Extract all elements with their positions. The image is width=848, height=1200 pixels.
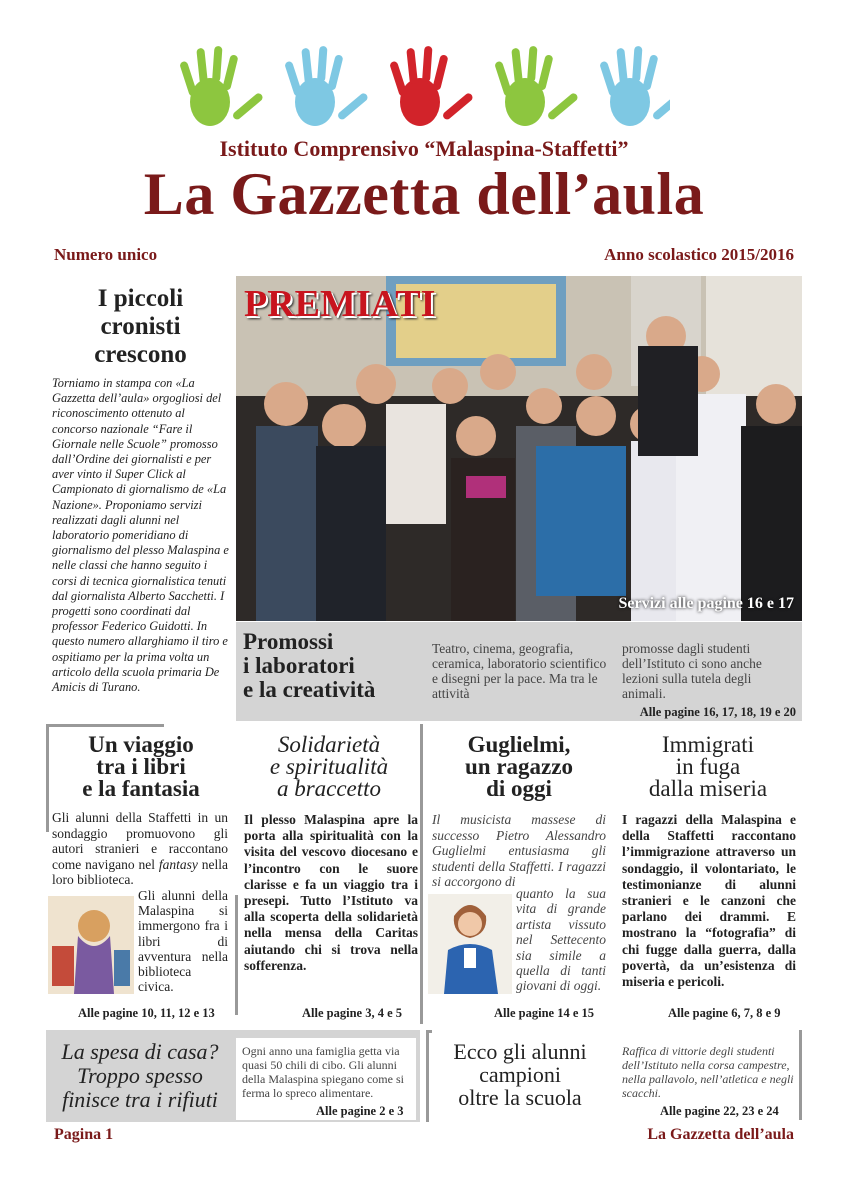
viaggio-text: Gli alunni della Staffetti in un sondaggio promuovono gli autori stranieri e raccontano come navigano nel fantasy nella loro biblioteca.	[52, 810, 229, 888]
labs-headline: Promossi i laboratori e la creatività	[243, 629, 376, 702]
spesa-headline: La spesa di casa? Troppo spesso finisce tra i rifiuti	[61, 1039, 219, 1112]
page-number: Pagina 1	[54, 1126, 114, 1143]
column-divider-2	[420, 724, 424, 1024]
campioni-pages: Alle pagine 22, 23 e 24	[660, 1104, 779, 1118]
labs-text-col2: promosse dagli studenti dell’Istituto ci sono anche lezioni sulla tutela degli animali.	[622, 641, 762, 701]
school-name: Istituto Comprensivo “Malaspina-Staffetti”	[219, 136, 629, 161]
school-year: Anno scolastico 2015/2016	[604, 245, 794, 264]
labs-pages: Alle pagine 16, 17, 18, 19 e 20	[639, 705, 796, 719]
campioni-text: Raffica di vittorie degli studenti dell’Istituto nella corsa campestre, nella pallavolo, nell’atletica e negli scacchi.	[622, 1044, 794, 1100]
portrait-illustration	[428, 894, 512, 994]
solidarieta-text: Il plesso Malaspina apre la porta alla spiritualità con la visita del vescovo diocesano e l’incontro con le suore clarisse e fa un viaggio tra i presepi. Tutto l’Istituto va alla scoperta della solidarietà nella mensa della Caritas aiutando chi si trova nella sofferenza.	[244, 812, 418, 973]
handprint-icon	[494, 46, 579, 126]
viaggio-pages: Alle pagine 10, 11, 12 e 13	[78, 1006, 215, 1020]
viaggio-text-2: Gli alunni della Malaspina si immergono fra i libri di avventura nella biblioteca civica.	[138, 888, 228, 995]
lead-text: Torniamo in stampa con «La Gazzetta dell’aula» orgogliosi del riconoscimento ottenuto al concorso nazionale “Fare il Giornale nelle Scuole” promosso dall’Ordine dei giornalisti e per aver vinto il Super Click al Campionato di giornalismo de «La Nazione». Proponiamo servizi realizzati dagli alunni nel laboratorio pomeridiano di giornalismo del plesso Malaspina e nelle classi che hanno seguito i corsi di tecnica giornalistica tenuti dal giornalista Alberto Sacchetti. I progetti sono coordinati dal professor Federico Guidotti. In questo numero allarghiamo il tiro e ospitiamo per la prima volta un articolo della scuola primaria De Amicis di Turano.	[52, 376, 229, 695]
solidarieta-headline: Solidarietà e spiritualità a braccetto	[269, 732, 389, 801]
spesa-text: Ogni anno una famiglia getta via quasi 50 chili di cibo. Gli alunni della Malaspina spiegano come si ferma lo spreco alimentare.	[242, 1044, 404, 1100]
award-photo	[236, 276, 802, 621]
handprint-icon	[179, 46, 264, 126]
campioni-headline: Ecco gli alunni campioni oltre la scuola	[453, 1039, 587, 1110]
guglielmi-pages: Alle pagine 14 e 15	[494, 1006, 594, 1020]
spesa-pages: Alle pagine 2 e 3	[316, 1104, 404, 1118]
lead-headline: I piccoli cronisti crescono	[94, 285, 187, 368]
immigrati-text: I ragazzi della Malaspina e della Staffetti raccontano l’immigrazione attraverso un sondaggio, il volontariato, le testimonianze di alunni stranieri e le canzoni che parlano dei drammi. E mostrano la “fotografia” di chi fugge dalla guerra, dalla povertà, da un’esistenza di miseria e pericoli.	[622, 812, 796, 990]
masthead-title: La Gazzetta dell’aula	[143, 161, 705, 227]
immigrati-pages: Alle pagine 6, 7, 8 e 9	[668, 1006, 781, 1020]
immigrati-headline: Immigrati in fuga dalla miseria	[648, 732, 768, 801]
guglielmi-text-2: quanto la sua vita di grande artista vissuto nel Settecento sia simile a quella di tanti giovani di oggi.	[516, 886, 606, 994]
solidarieta-pages: Alle pagine 3, 4 e 5	[302, 1006, 402, 1020]
handprints-logo	[170, 42, 670, 134]
classroom-group-photo	[236, 276, 802, 621]
viaggio-headline: Un viaggio tra i libri e la fantasia	[82, 732, 200, 801]
photo-caption: Servizi alle pagine 16 e 17	[618, 595, 794, 612]
photo-overlay-title: PREMIATI	[244, 283, 436, 325]
handprint-icon	[389, 46, 474, 126]
handprint-icon	[284, 46, 369, 126]
guglielmi-text: Il musicista massese di successo Pietro Alessandro Guglielmi entusiasma gli studenti della Staffetti. I ragazzi si accorgono di	[432, 812, 606, 890]
book-illustration	[48, 896, 134, 994]
guglielmi-headline: Guglielmi, un ragazzo di oggi	[465, 732, 573, 801]
handprint-icon	[599, 46, 670, 126]
issue-label: Numero unico	[54, 245, 158, 264]
footer-paper-name: La Gazzetta dell’aula	[647, 1126, 794, 1143]
labs-text-col1: Teatro, cinema, geografia, ceramica, laboratorio scientifico e disegni per la pace. Ma tra le attività	[432, 641, 607, 701]
column-divider	[232, 895, 238, 1015]
